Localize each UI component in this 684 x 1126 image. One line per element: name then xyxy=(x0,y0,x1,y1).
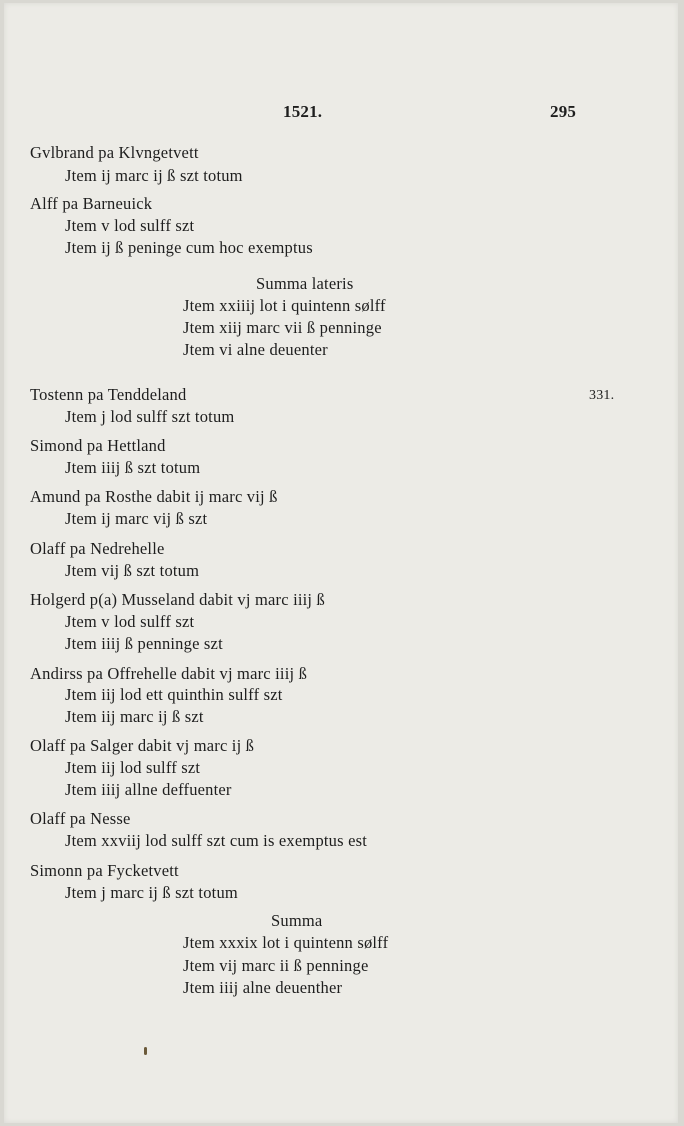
entry-name: Simonn pa Fycketvett xyxy=(30,861,179,880)
entry-item: Jtem iij marc ij ß szt xyxy=(65,707,204,726)
entry-item: Jtem xxviij lod sulff szt cum is exemptus est xyxy=(65,831,368,850)
entry-name: Amund pa Rosthe dabit ij marc vij ß xyxy=(30,487,278,506)
summa-item: Jtem xxxix lot i quintenn sølff xyxy=(183,933,389,952)
document-page xyxy=(4,3,678,1123)
entry-item: Jtem v lod sulff szt xyxy=(65,612,195,631)
entry-item: Jtem v lod sulff szt xyxy=(65,216,195,235)
entry-item: Jtem iij lod ett quinthin sulff szt xyxy=(65,685,283,704)
entry-name: Olaff pa Salger dabit vj marc ij ß xyxy=(30,736,255,755)
entry-item: Jtem iiij allne deffuenter xyxy=(65,780,232,799)
entry-item: Jtem j lod sulff szt totum xyxy=(65,407,235,426)
ink-spot xyxy=(144,1047,147,1055)
entry-name: Tostenn pa Tenddeland xyxy=(30,385,187,404)
entry-item: Jtem vij ß szt totum xyxy=(65,561,200,580)
entry-name: Gvlbrand pa Klvngetvett xyxy=(30,143,199,162)
entry-item: Jtem ij ß peninge cum hoc exemptus xyxy=(65,238,313,257)
summa-item: Jtem xxiiij lot i quintenn sølff xyxy=(183,296,386,315)
page-number: 295 xyxy=(550,102,577,121)
summa-item: Jtem iiij alne deuenther xyxy=(183,978,343,997)
summa-lateris-title: Summa lateris xyxy=(256,274,354,293)
margin-note: 331. xyxy=(589,388,615,403)
entry-name: Olaff pa Nesse xyxy=(30,809,131,828)
summa-item: Jtem vi alne deuenter xyxy=(183,340,328,359)
entry-name: Olaff pa Nedrehelle xyxy=(30,539,165,558)
entry-item: Jtem iiij ß szt totum xyxy=(65,458,201,477)
entry-item: Jtem ij marc vij ß szt xyxy=(65,509,208,528)
entry-name: Simond pa Hettland xyxy=(30,436,166,455)
summa-title: Summa xyxy=(271,911,323,930)
entry-item: Jtem ij marc ij ß szt totum xyxy=(65,166,243,185)
entry-item: Jtem j marc ij ß szt totum xyxy=(65,883,238,902)
entry-item: Jtem iij lod sulff szt xyxy=(65,758,201,777)
entry-item: Jtem iiij ß penninge szt xyxy=(65,634,223,653)
entry-name: Holgerd p(a) Musseland dabit vj marc iiij ß xyxy=(30,590,325,609)
entry-name: Alff pa Barneuick xyxy=(30,194,153,213)
entry-name: Andirss pa Offrehelle dabit vj marc iiij ß xyxy=(30,664,308,683)
summa-item: Jtem xiij marc vii ß penninge xyxy=(183,318,382,337)
summa-item: Jtem vij marc ii ß penninge xyxy=(183,956,369,975)
page-year: 1521. xyxy=(283,102,323,121)
